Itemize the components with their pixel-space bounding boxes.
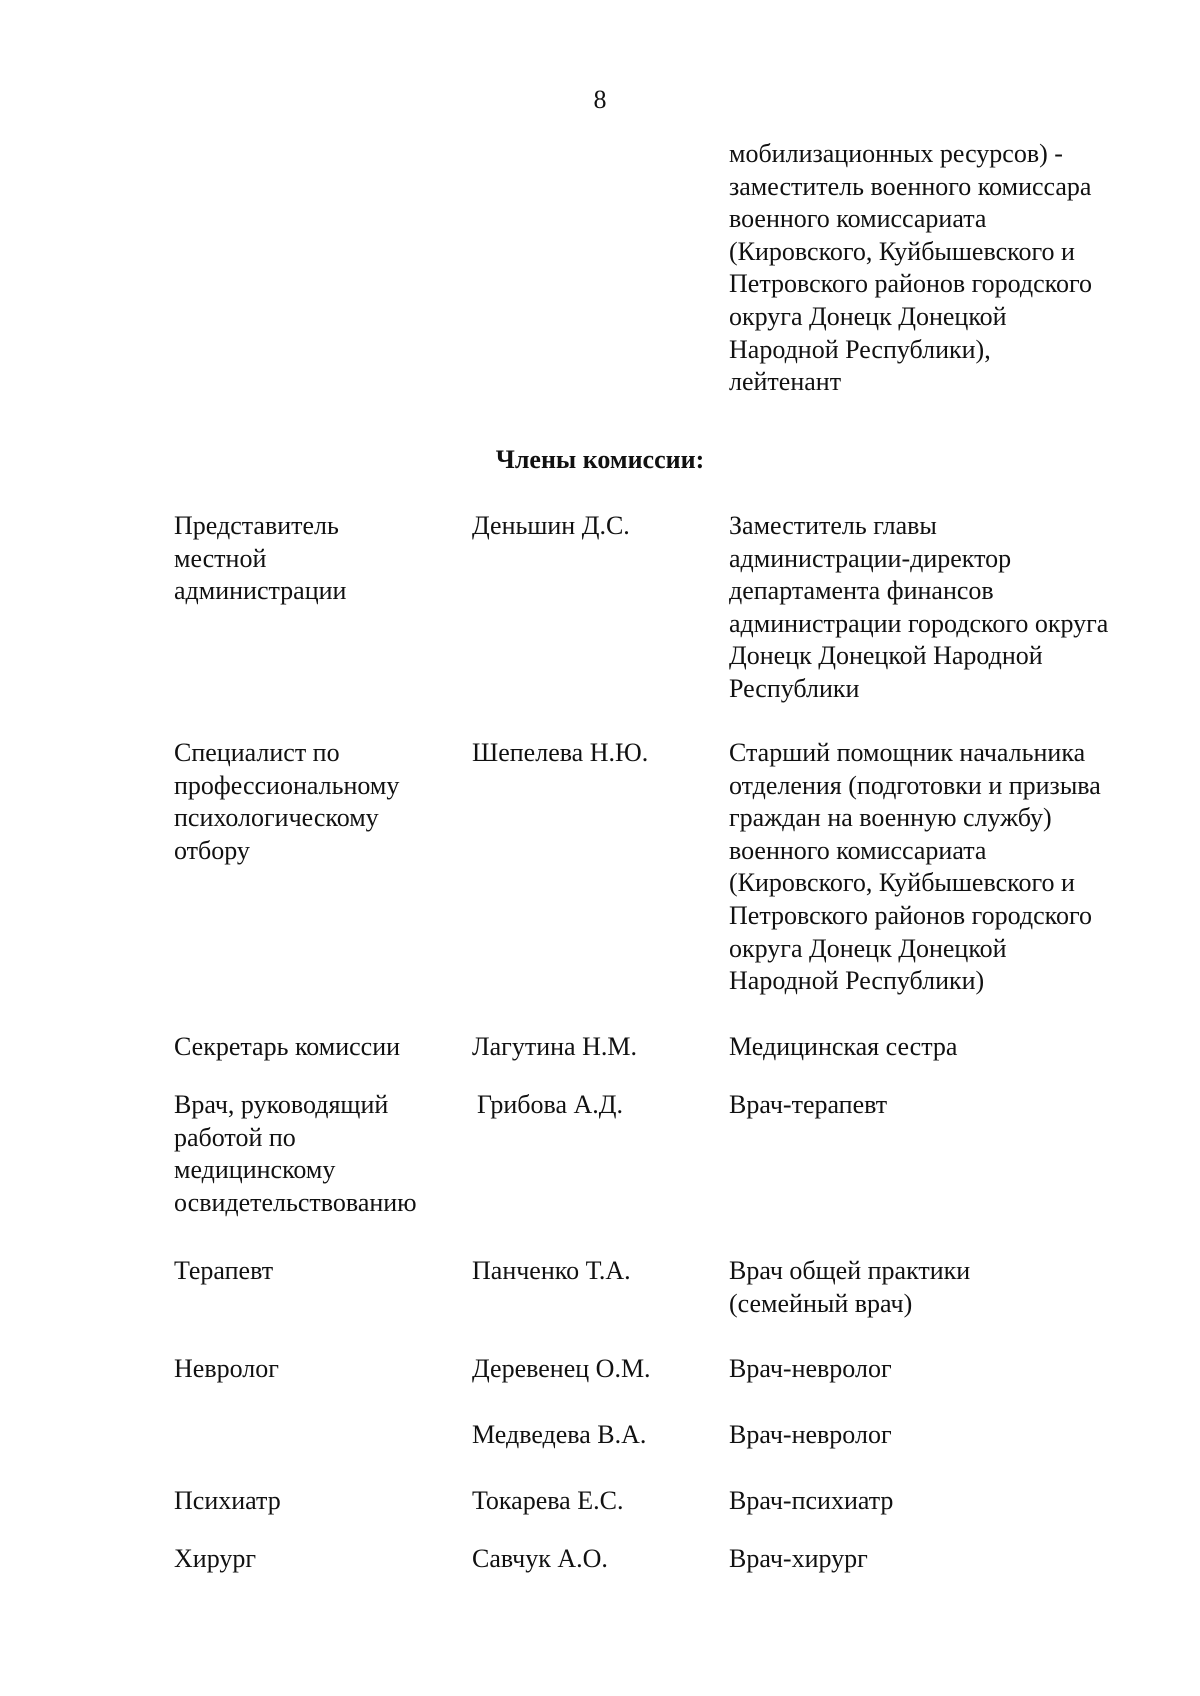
description-line: мобилизационных ресурсов) - [729,139,1063,168]
member-role [174,1353,454,1386]
position-line: округа Донецк Донецкой [729,933,1007,963]
name-line: Грибова А.Д. [477,1090,624,1119]
name-line: Токарева Е.С. [472,1486,624,1515]
member-role [174,510,454,608]
member-position [729,1485,1184,1518]
position-line: Республики [729,673,860,703]
role-line: Врач, руководящий [174,1090,389,1119]
position-line: (семейный врач) [729,1288,913,1318]
name-line: Шепелева Н.Ю. [472,738,649,767]
position-line: Врач-хирург [729,1544,868,1573]
member-row [174,510,1184,737]
member-name [472,510,717,543]
role-line: Представитель [174,511,339,540]
members-table [174,510,1184,1583]
position-line: Донецк Донецкой Народной [729,641,1043,671]
position-line: Заместитель главы [729,511,937,540]
member-role [174,1089,454,1219]
member-position [729,1419,1184,1452]
position-line: Петровского районов городского [729,900,1092,930]
role-line: медицинскому [174,1155,336,1185]
member-row [174,1255,1184,1353]
role-line: работой по [174,1122,296,1152]
position-line: администрации-директор [729,543,1012,573]
member-name [472,1419,717,1452]
description-line: заместитель военного комиссара [729,171,1092,201]
role-line: Невролог [174,1354,279,1383]
name-line: Медведева В.А. [472,1420,647,1449]
member-row [174,737,1184,1031]
description-line: лейтенант [729,367,842,397]
member-row [174,1031,1184,1089]
description-line: Народной Республики), [729,334,991,364]
position-line: Врач-невролог [729,1354,892,1383]
member-position [729,510,1184,706]
member-name [472,1353,717,1386]
member-role [174,737,454,867]
position-line: департамента финансов [729,576,994,606]
position-line: отделения (подготовки и призыва [729,770,1101,800]
member-name [472,1031,717,1064]
member-position [729,1353,1184,1386]
description-line: округа Донецк Донецкой [729,301,1007,331]
page-number: 8 [593,85,607,114]
position-line: Врач-психиатр [729,1486,894,1515]
name-line: Деньшин Д.С. [472,511,630,540]
position-line: Старший помощник начальника [729,738,1086,767]
member-name [472,1485,717,1518]
name-line: Деревенец О.М. [472,1354,651,1383]
member-role [174,1543,454,1576]
member-row [174,1485,1184,1543]
role-line: Психиатр [174,1486,281,1515]
name-line: Лагутина Н.М. [472,1032,637,1061]
position-line: военного комиссариата [729,835,987,865]
description-line: Петровского районов городского [729,269,1092,299]
role-line: местной [174,543,267,573]
member-name [472,1255,717,1288]
position-line: Врач-терапевт [729,1090,888,1119]
position-line: Врач общей практики [729,1256,971,1285]
member-row [174,1353,1184,1419]
description-line: военного комиссариата [729,204,987,234]
position-line: Врач-невролог [729,1420,892,1449]
member-position [729,1543,1184,1576]
description-line: (Кировского, Куйбышевского и [729,236,1075,266]
member-row [174,1419,1184,1485]
member-row [174,1089,1184,1255]
role-line: Терапевт [174,1256,274,1285]
role-line: психологическому [174,803,379,833]
role-line: освидетельствованию [174,1187,417,1217]
member-name [477,1089,722,1122]
member-position [729,1255,1184,1320]
member-position [729,1031,1184,1064]
role-line: Специалист по [174,738,340,767]
member-position [729,737,1184,998]
role-line: Секретарь комиссии [174,1032,401,1061]
member-role [174,1485,454,1518]
position-line: (Кировского, Куйбышевского и [729,868,1075,898]
position-line: администрации городского округа [729,608,1109,638]
member-name [472,737,717,770]
member-role [174,1255,454,1288]
member-name [472,1543,717,1576]
position-line: Народной Республики) [729,966,985,996]
member-row [174,1543,1184,1583]
section-title: Члены комиссии: [495,445,705,474]
role-line: Хирург [174,1544,257,1573]
name-line: Панченко Т.А. [472,1256,631,1285]
role-line: отбору [174,835,250,865]
previous-member-description [729,138,1169,399]
role-line: администрации [174,576,347,606]
role-line: профессиональному [174,770,400,800]
position-line: Медицинская сестра [729,1032,958,1061]
name-line: Савчук А.О. [472,1544,608,1573]
member-position [729,1089,1184,1122]
position-line: граждан на военную службу) [729,803,1052,833]
member-role [174,1031,454,1064]
